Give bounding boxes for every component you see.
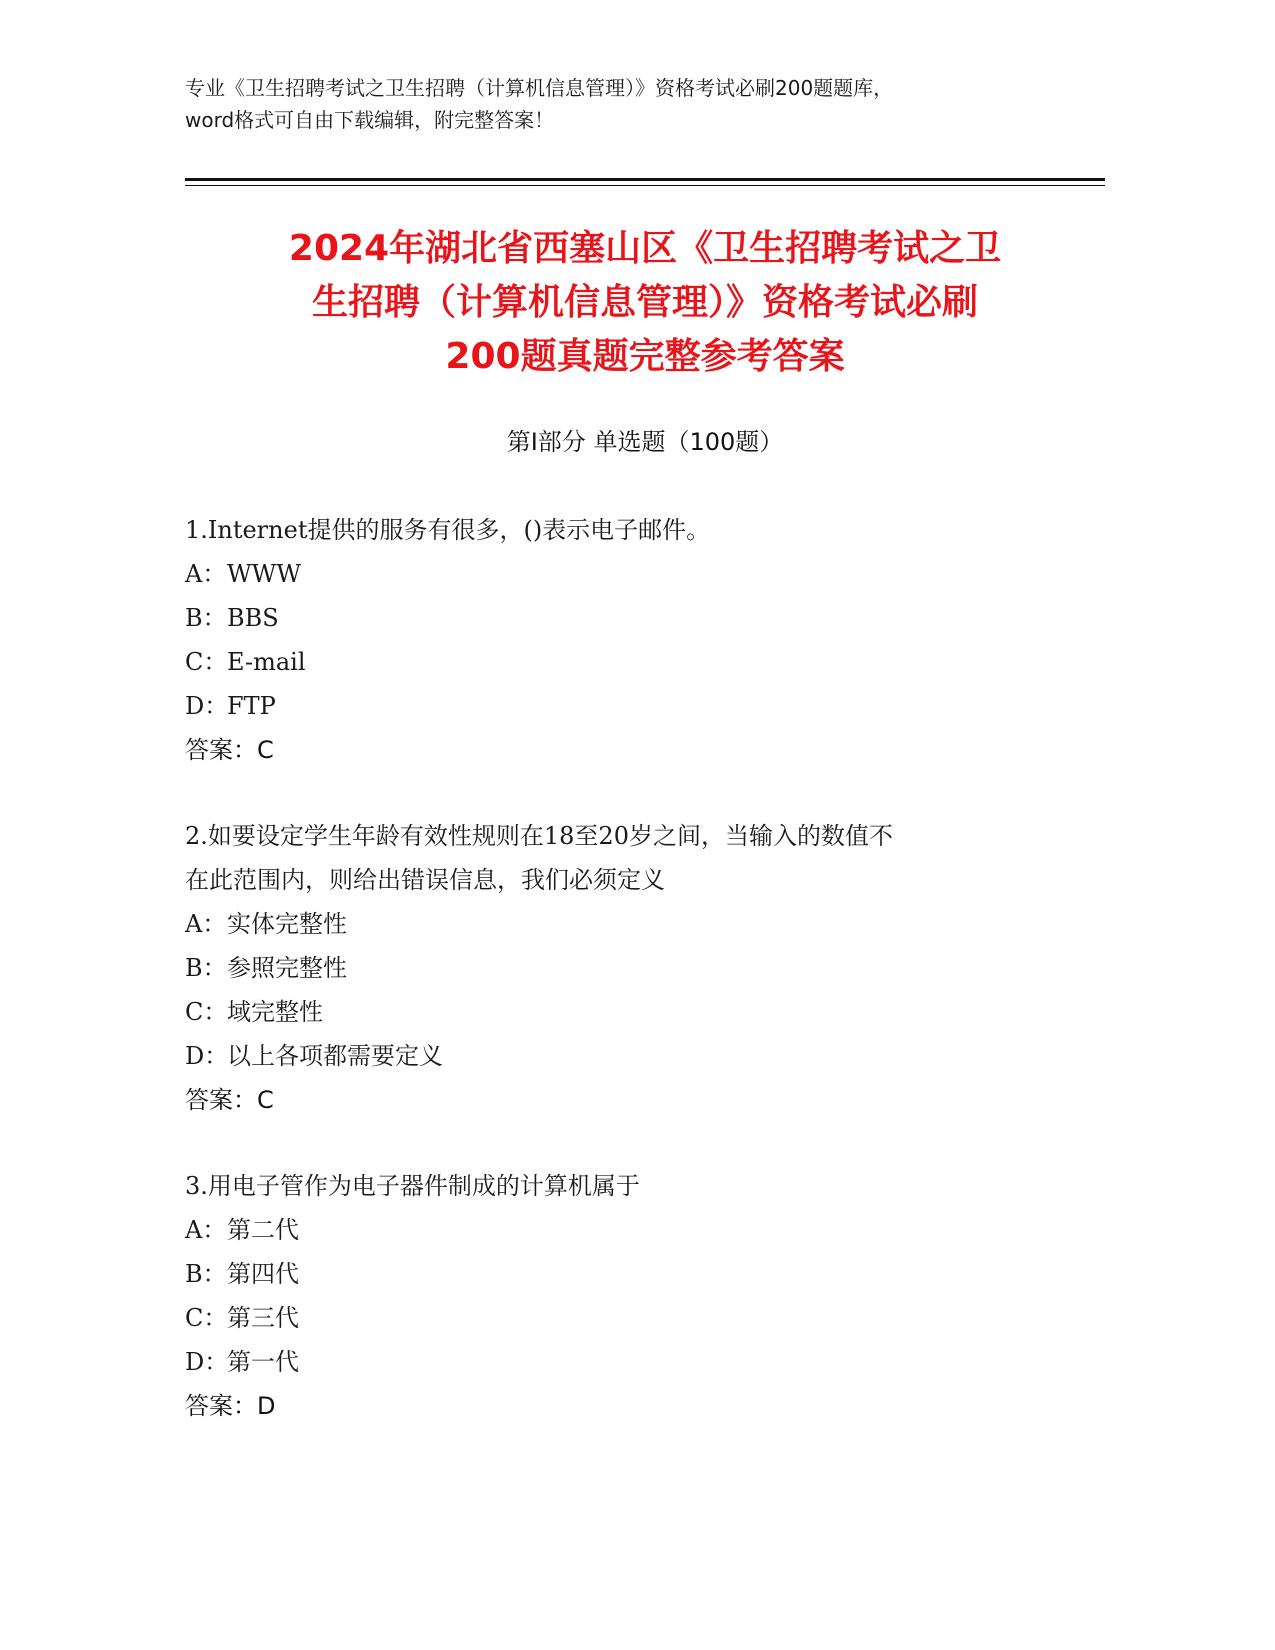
- option-key: A：: [185, 560, 227, 588]
- option-b: [185, 596, 1105, 640]
- question-item: [185, 814, 1105, 1122]
- option-key: C：: [185, 998, 228, 1026]
- option-key: C：: [185, 1304, 228, 1332]
- question-stem: 1.Internet提供的服务有很多，()表示电子邮件。: [185, 516, 711, 544]
- divider-thin: [185, 185, 1105, 186]
- answer-line: 答案：D: [185, 1392, 276, 1420]
- option-text: WWW: [227, 560, 302, 588]
- page-title: [185, 222, 1105, 384]
- option-d: [185, 1034, 1105, 1078]
- option-text: 域完整性: [227, 998, 323, 1026]
- option-text: FTP: [227, 692, 276, 720]
- question-stem: 3.用电子管作为电子器件制成的计算机属于: [185, 1172, 640, 1200]
- option-b: [185, 946, 1105, 990]
- option-text: 以上各项都需要定义: [227, 1042, 443, 1070]
- question-item: [185, 1164, 1105, 1428]
- option-text: BBS: [227, 604, 279, 632]
- option-a: [185, 902, 1105, 946]
- question-stem: 2.如要设定学生年龄有效性规则在18至20岁之间，当输入的数值不: [185, 822, 893, 850]
- header-note-line: 专业《卫生招聘考试之卫生招聘（计算机信息管理）》资格考试必刷200题题库，: [185, 76, 894, 100]
- option-text: 第四代: [227, 1260, 299, 1288]
- option-b: [185, 1252, 1105, 1296]
- option-c: [185, 640, 1105, 684]
- option-key: B：: [185, 954, 227, 982]
- option-key: A：: [185, 1216, 227, 1244]
- option-text: 第二代: [227, 1216, 299, 1244]
- option-key: B：: [185, 1260, 227, 1288]
- option-c: [185, 990, 1105, 1034]
- option-key: B：: [185, 604, 227, 632]
- option-d: [185, 1340, 1105, 1384]
- question-item: [185, 508, 1105, 772]
- title-line: 生招聘（计算机信息管理）》资格考试必刷: [311, 282, 978, 323]
- answer-line: 答案：C: [185, 736, 274, 764]
- header-note-line: word格式可自由下载编辑，附完整答案！: [185, 108, 555, 132]
- option-text: E-mail: [227, 648, 306, 676]
- option-text: 第三代: [227, 1304, 299, 1332]
- title-line: 200题真题完整参考答案: [445, 336, 845, 377]
- option-d: [185, 684, 1105, 728]
- question-list: [185, 508, 1105, 1470]
- title-line: 2024年湖北省西塞山区《卫生招聘考试之卫: [288, 228, 1002, 269]
- option-text: 参照完整性: [227, 954, 347, 982]
- section-heading: 第Ⅰ部分 单选题（100题）: [506, 428, 784, 456]
- divider-thick: [185, 178, 1105, 181]
- option-c: [185, 1296, 1105, 1340]
- option-a: [185, 1208, 1105, 1252]
- option-text: 第一代: [227, 1348, 299, 1376]
- option-a: [185, 552, 1105, 596]
- option-key: A：: [185, 910, 227, 938]
- option-key: D：: [185, 692, 229, 720]
- option-key: D：: [185, 1348, 229, 1376]
- question-stem: 在此范围内，则给出错误信息，我们必须定义: [185, 866, 665, 894]
- option-key: C：: [185, 648, 228, 676]
- option-text: 实体完整性: [227, 910, 347, 938]
- option-key: D：: [185, 1042, 229, 1070]
- header-note: [185, 72, 1105, 136]
- answer-line: 答案：C: [185, 1086, 274, 1114]
